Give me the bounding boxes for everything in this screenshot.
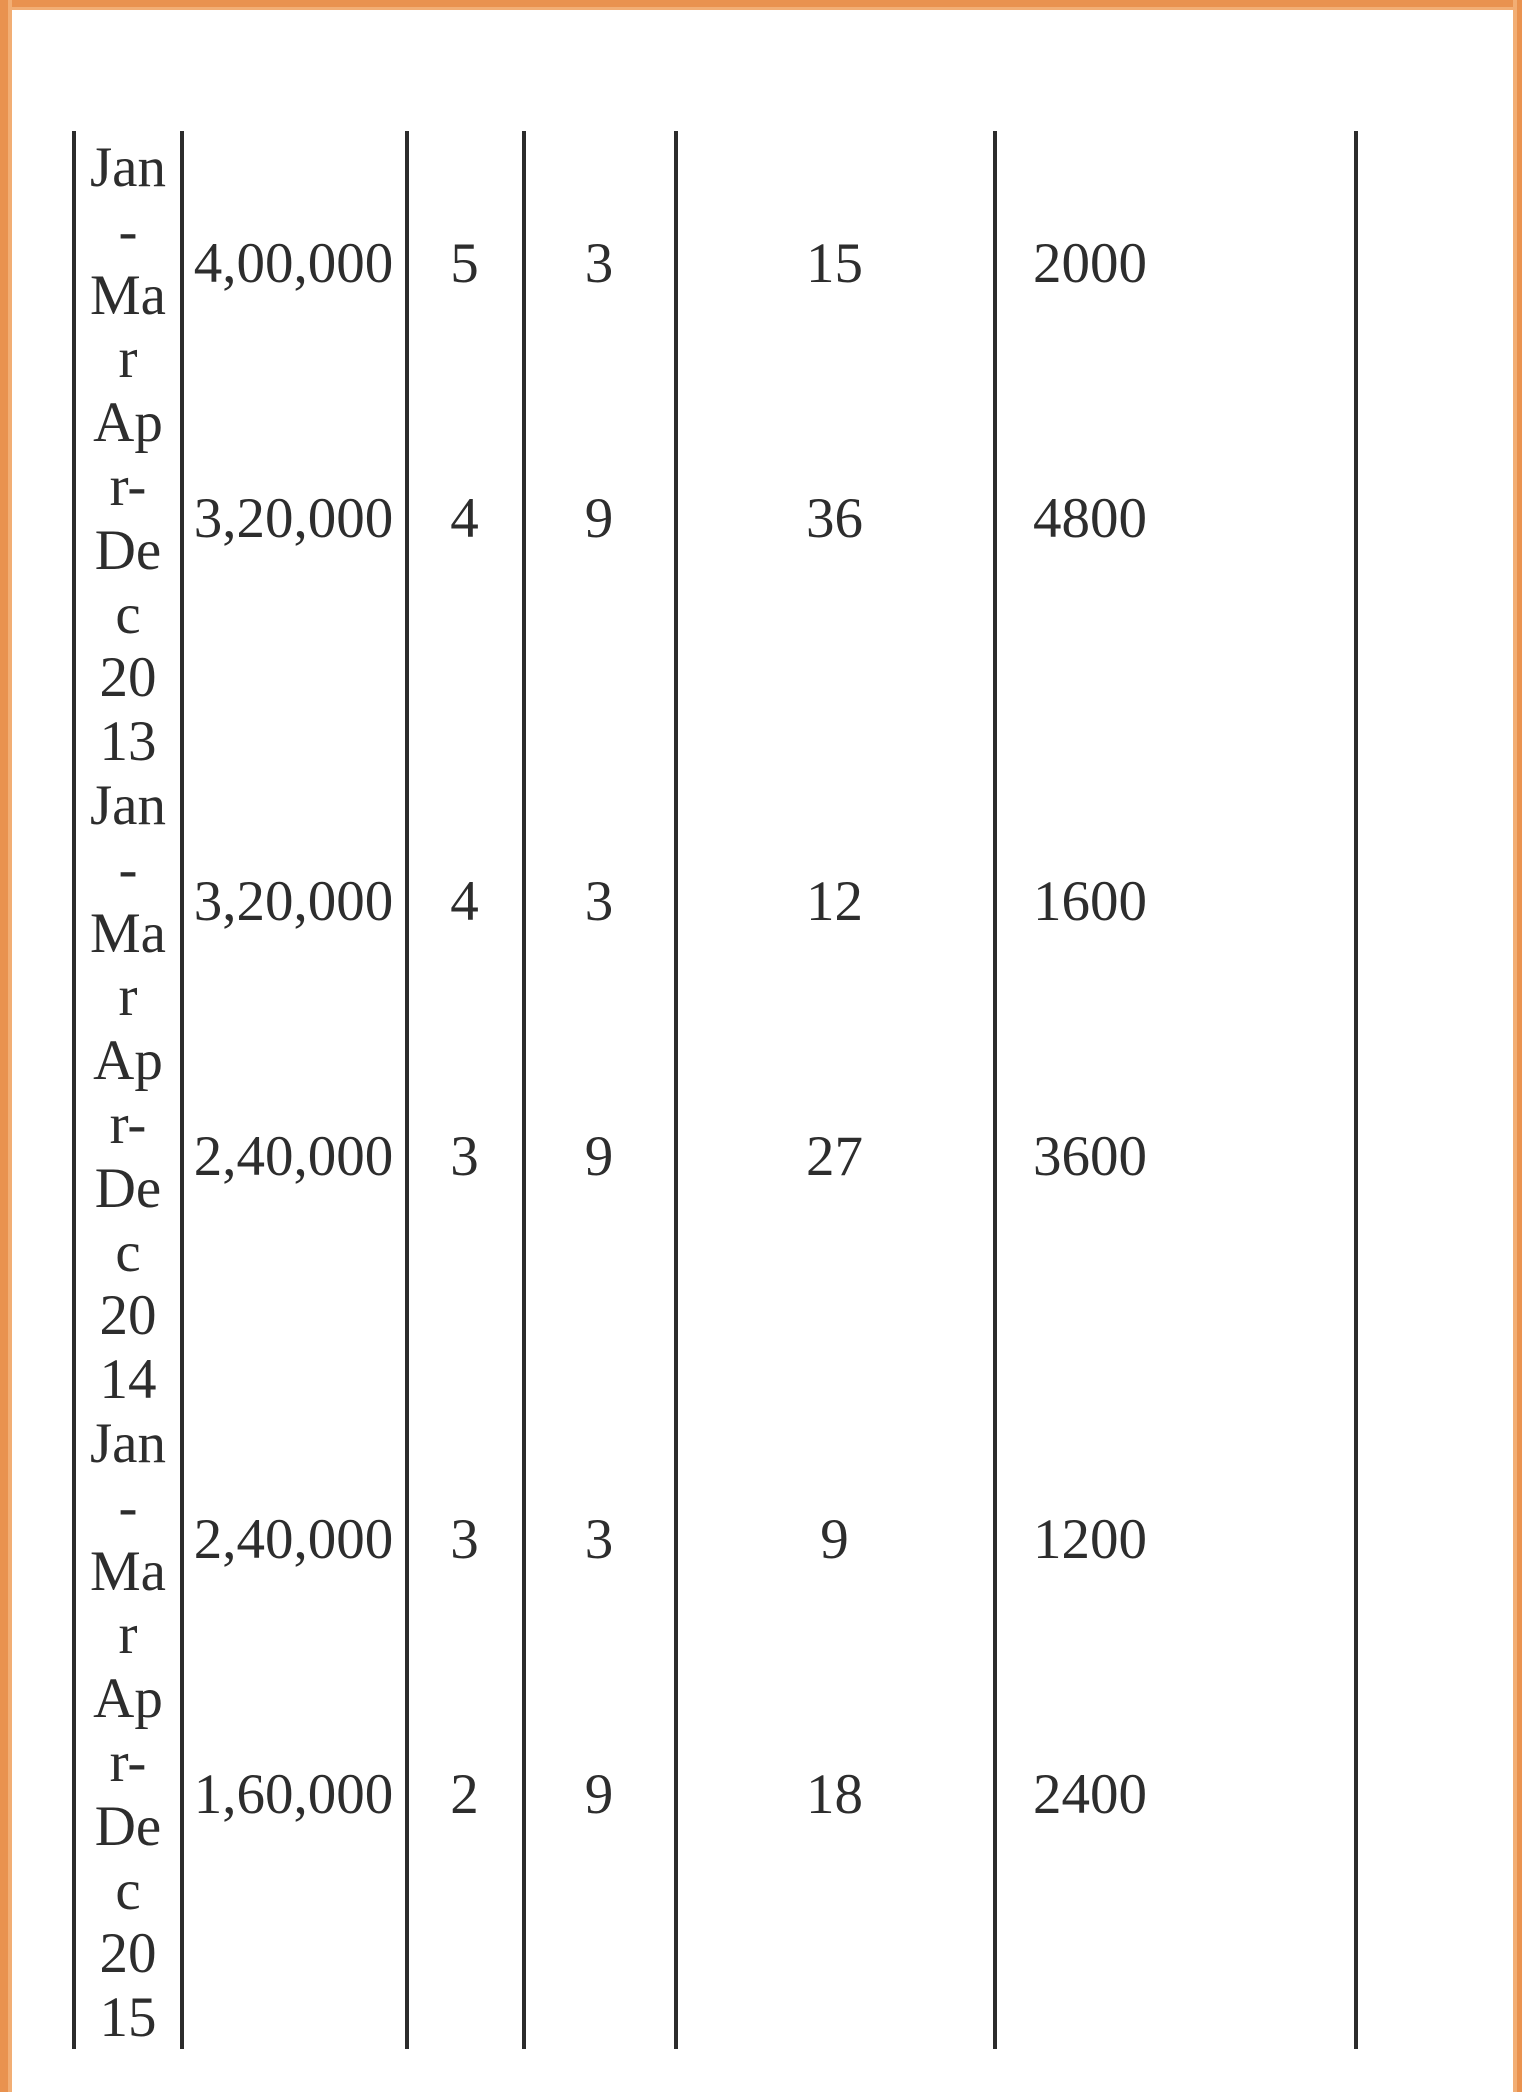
cell-amount-row4: 2,40,000 xyxy=(193,1125,394,1188)
cell-col6-row1: 2000 xyxy=(1033,232,1147,295)
period-line: - xyxy=(118,1475,138,1539)
period-line: 20 xyxy=(99,1284,157,1348)
period-line: 15 xyxy=(99,1986,157,2050)
table-column-line xyxy=(72,131,76,2049)
period-line: 14 xyxy=(99,1348,157,1412)
period-line: 20 xyxy=(99,1922,157,1986)
cell-col5-row1: 15 xyxy=(806,232,863,295)
period-line: De xyxy=(94,1794,162,1858)
period-line: De xyxy=(94,518,162,582)
period-line: - xyxy=(118,199,138,263)
cell-amount-row2: 3,20,000 xyxy=(193,487,394,550)
cell-col4-row3: 3 xyxy=(584,870,614,933)
table-column-line xyxy=(1354,131,1358,2049)
cell-col5-row5: 9 xyxy=(820,1508,849,1571)
period-line: 13 xyxy=(99,710,157,774)
period-line: Jan xyxy=(90,1411,166,1475)
cell-col3-row4: 3 xyxy=(450,1125,479,1188)
cell-col3-row3: 4 xyxy=(450,870,479,933)
period-line: r xyxy=(118,327,138,391)
cell-col4-row1: 3 xyxy=(584,232,614,295)
period-line: Jan xyxy=(90,773,166,837)
cell-amount-row6: 1,60,000 xyxy=(193,1763,394,1826)
period-line: r- xyxy=(109,454,147,518)
period-line: Ap xyxy=(93,1667,163,1731)
cell-col4-row4: 9 xyxy=(584,1125,614,1188)
cell-col5-row2: 36 xyxy=(806,487,863,550)
cell-col6-row6: 2400 xyxy=(1033,1763,1147,1826)
period-line: Ma xyxy=(90,1539,166,1603)
period-line: Ma xyxy=(90,901,166,965)
period-column xyxy=(78,136,178,2050)
period-line: De xyxy=(94,1156,162,1220)
cell-col5-row4: 27 xyxy=(806,1125,863,1188)
period-line: Ap xyxy=(93,391,163,455)
period-line: c xyxy=(115,1858,141,1922)
period-line: c xyxy=(115,582,141,646)
cell-col5-row3: 12 xyxy=(806,870,863,933)
cell-col3-row2: 4 xyxy=(450,487,479,550)
cell-col6-row5: 1200 xyxy=(1033,1508,1147,1571)
period-line: r- xyxy=(109,1092,147,1156)
cell-amount-row1: 4,00,000 xyxy=(193,232,394,295)
period-line: - xyxy=(118,837,138,901)
period-line: r- xyxy=(109,1730,147,1794)
period-line: c xyxy=(115,1220,141,1284)
cell-col6-row3: 1600 xyxy=(1033,870,1147,933)
cell-col6-row2: 4800 xyxy=(1033,487,1147,550)
cell-amount-row3: 3,20,000 xyxy=(193,870,394,933)
period-line: r xyxy=(118,965,138,1029)
cell-col5-row6: 18 xyxy=(806,1763,863,1826)
cell-col3-row1: 5 xyxy=(450,232,479,295)
period-line: Ma xyxy=(90,263,166,327)
period-line: Ap xyxy=(93,1029,163,1093)
period-line: Jan xyxy=(90,136,166,199)
period-line: 20 xyxy=(99,646,157,710)
period-line: r xyxy=(118,1603,138,1667)
cell-col4-row5: 3 xyxy=(584,1508,614,1571)
cell-col3-row6: 2 xyxy=(450,1763,479,1826)
cell-col4-row6: 9 xyxy=(584,1763,614,1826)
cell-col3-row5: 3 xyxy=(450,1508,479,1571)
cell-col6-row4: 3600 xyxy=(1033,1125,1147,1188)
cell-amount-row5: 2,40,000 xyxy=(193,1508,394,1571)
cell-col4-row2: 9 xyxy=(584,487,614,550)
